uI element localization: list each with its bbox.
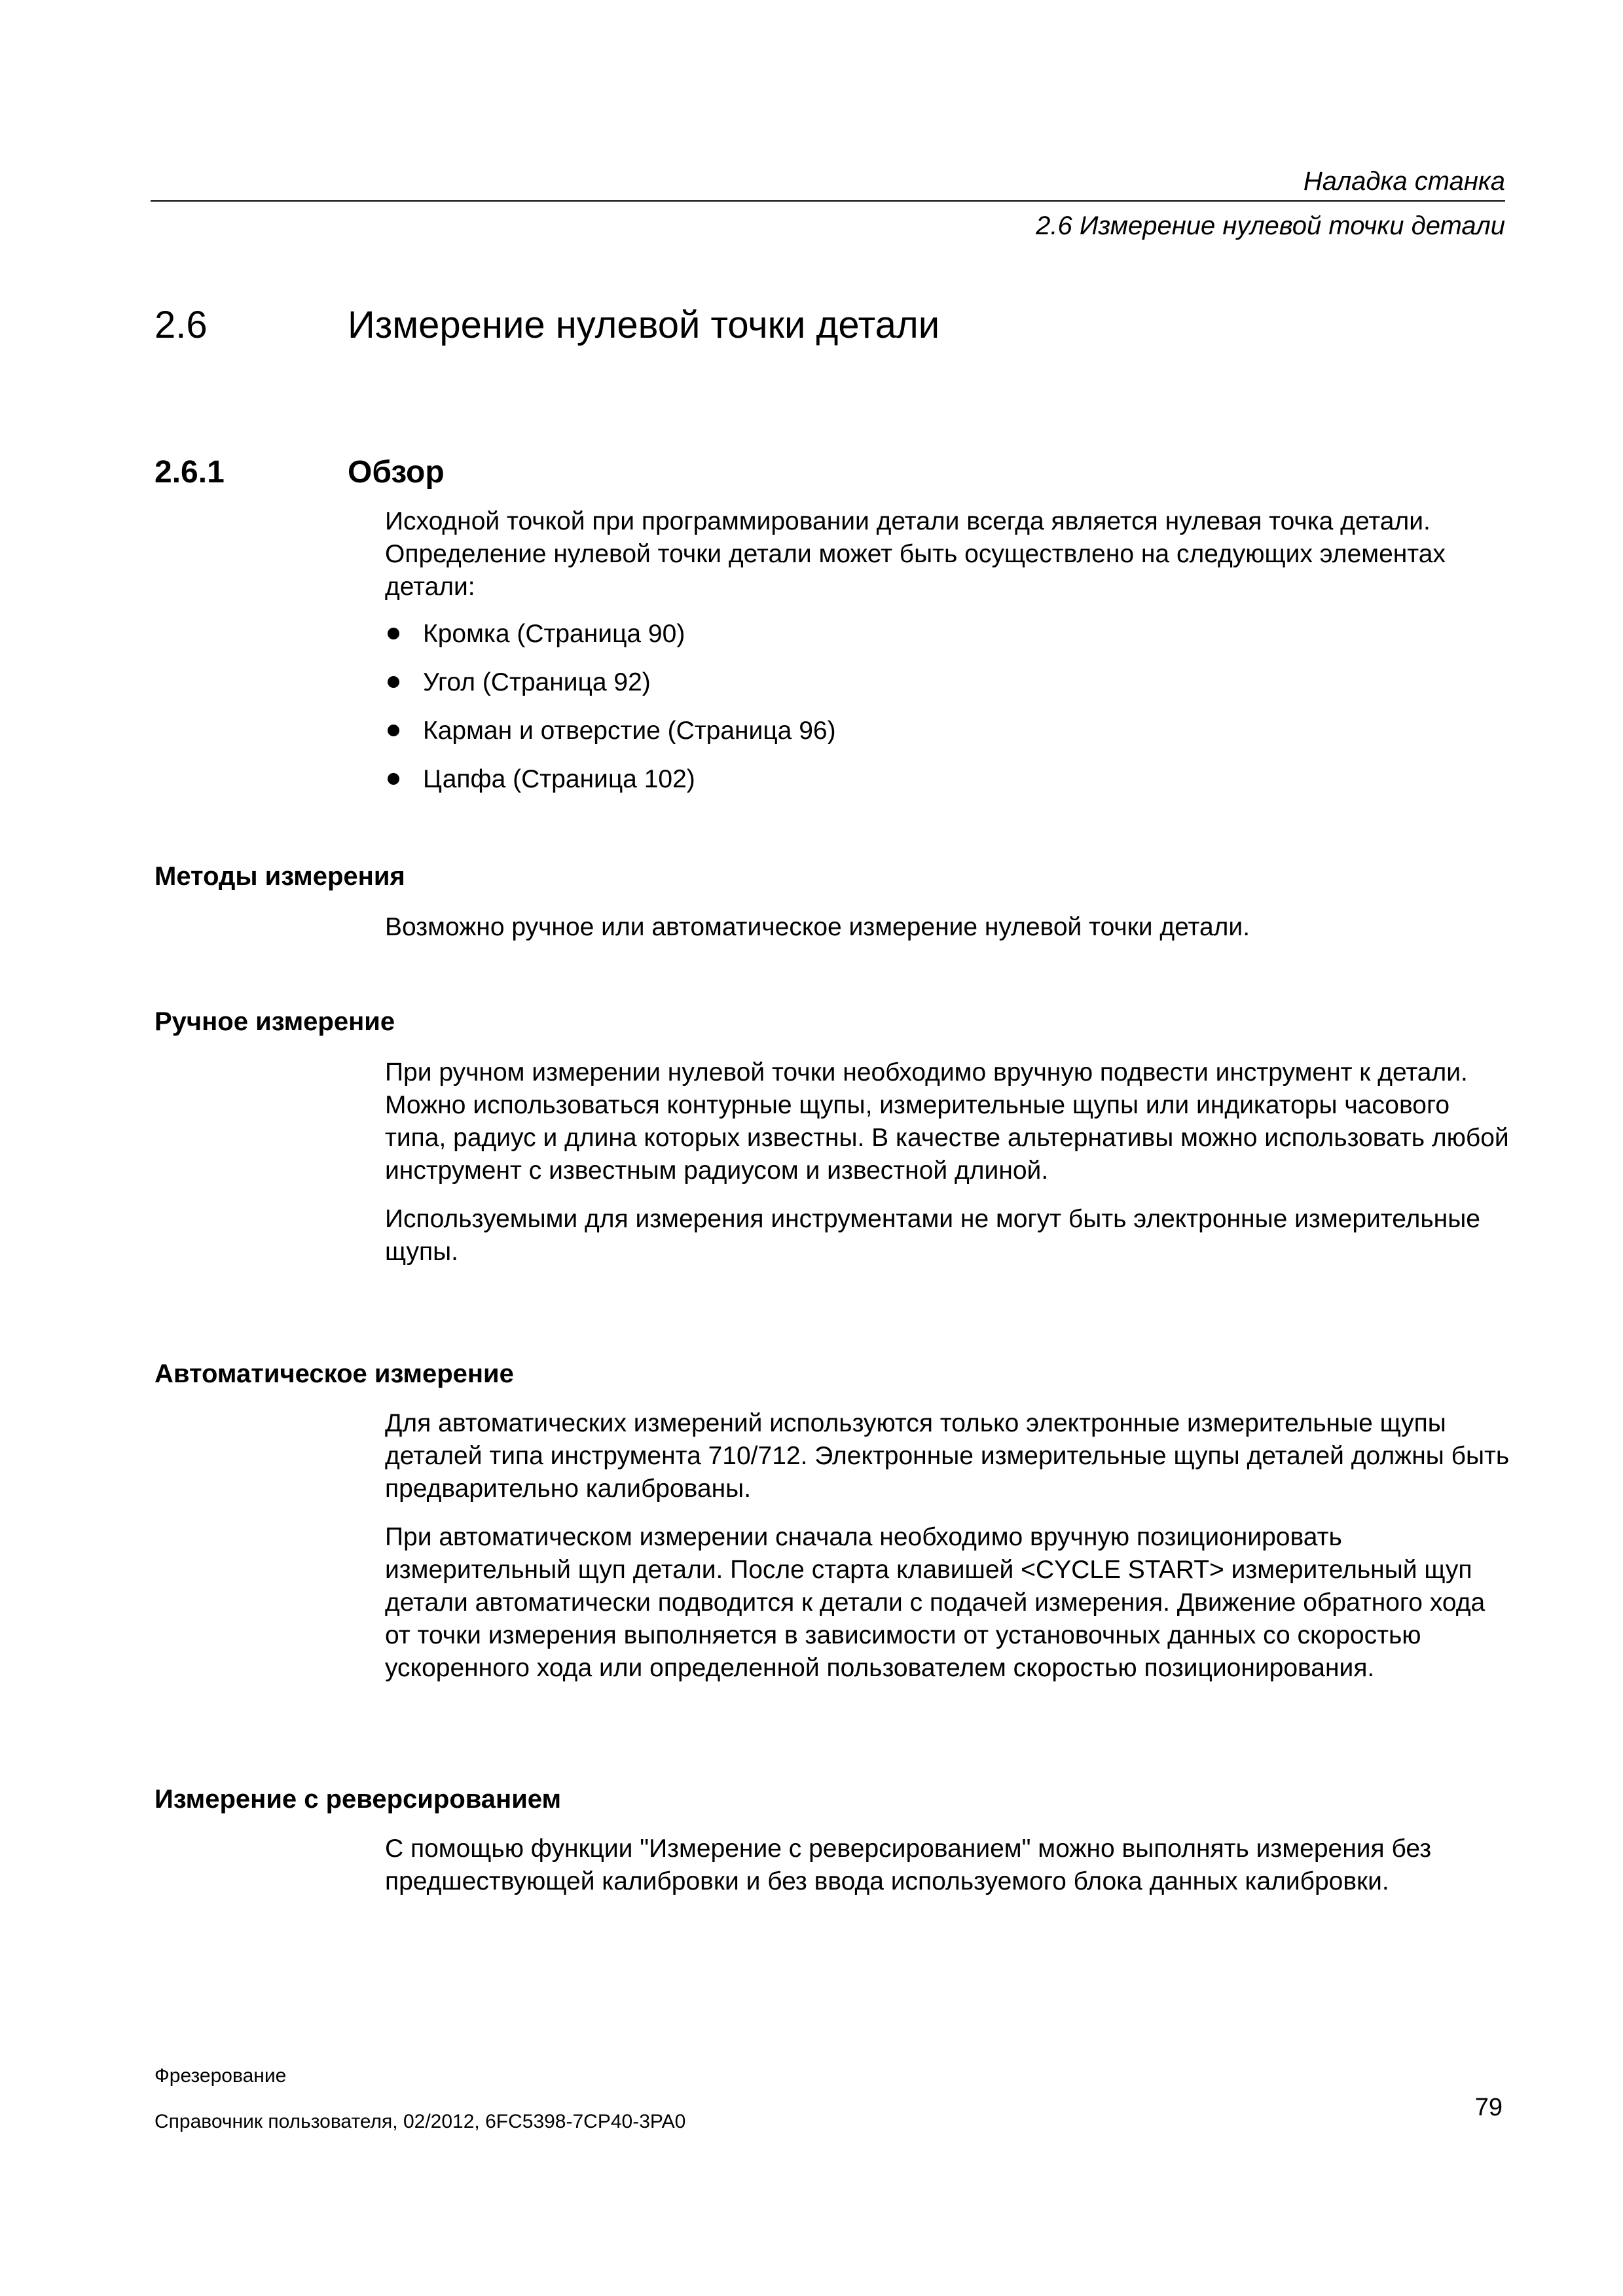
- list-item: [385, 715, 1432, 763]
- bullet-icon: [388, 676, 399, 688]
- automatic-paragraph-1: Для автоматических измерений используются только электронные измерительные щупы деталей типа инструмента 710/712. Электронные измерительные щупы деталей должны быть предварительно калиброваны.: [385, 1409, 1510, 1503]
- reversal-text: С помощью функции "Измерение с реверсированием" можно выполнять измерения без предшествующей калибровки и без ввода используемого блока данных калибровки.: [385, 1835, 1432, 1895]
- subsection-heading: [155, 453, 445, 492]
- list-item-text: Угол (Страница 92): [423, 668, 651, 696]
- list-item-text: Цапфа (Страница 102): [423, 765, 695, 793]
- bullet-icon: [388, 725, 399, 736]
- bullet-icon: [388, 773, 399, 785]
- section-number: 2.6: [155, 304, 208, 346]
- section-heading: [155, 302, 939, 348]
- footer-product: Фрезерование: [155, 2065, 287, 2087]
- page-footer: [155, 2063, 685, 2135]
- subsection-title: Обзор: [348, 455, 445, 490]
- page-number: 79: [1474, 2094, 1503, 2121]
- reversal-heading: Измерение с реверсированием: [155, 1785, 562, 1814]
- automatic-heading: Автоматическое измерение: [155, 1359, 514, 1388]
- list-item-text: Карман и отверстие (Страница 96): [423, 717, 836, 745]
- automatic-block: [385, 1407, 1511, 1685]
- methods-heading: Методы измерения: [155, 862, 405, 891]
- methods-block: [385, 911, 1511, 944]
- overview-intro-block: [385, 505, 1511, 603]
- manual-paragraph-2: Используемыми для измерения инструментами не могут быть электронные измерительные щупы.: [385, 1205, 1480, 1266]
- overview-list: [385, 618, 1432, 812]
- footer-document-info: Справочник пользователя, 02/2012, 6FC5398-7CP40-3PA0: [155, 2111, 686, 2132]
- bullet-icon: [388, 628, 399, 639]
- automatic-paragraph-2: При автоматическом измерении сначала необходимо вручную позиционировать измерительный щуп детали. После старта клавишей <CYCLE START> измерительный щуп детали автоматически подводится к детали с подачей измерения. Движение обратного хода от точки измерения выполняется в зависимости от установочных данных со скоростью ускоренного хода или определенной пользователем скоростью позиционирования.: [385, 1523, 1486, 1682]
- manual-heading: Ручное измерение: [155, 1007, 395, 1036]
- manual-block: [385, 1056, 1511, 1268]
- list-item: [385, 666, 1432, 715]
- manual-paragraph-1: При ручном измерении нулевой точки необходимо вручную подвести инструмент к детали. Можно использоваться контурные щупы, измерительные щупы или индикаторы часового типа, радиус и длина которых известны. В качестве альтернативы можно использовать любой инструмент с известным радиусом и известной длиной.: [385, 1058, 1509, 1185]
- running-header-chapter: Наладка станка: [1303, 167, 1505, 196]
- overview-intro: Исходной точкой при программировании детали всегда является нулевая точка детали. Определение нулевой точки детали может быть осуществлено на следующих элементах детали:: [385, 507, 1446, 601]
- list-item: [385, 763, 1432, 812]
- section-title: Измерение нулевой точки детали: [348, 304, 940, 346]
- methods-text: Возможно ручное или автоматическое измерение нулевой точки детали.: [385, 913, 1250, 941]
- list-item-text: Кромка (Страница 90): [423, 620, 685, 648]
- list-item: [385, 618, 1432, 666]
- running-header-section: 2.6 Измерение нулевой точки детали: [1036, 211, 1505, 240]
- header-rule: [151, 200, 1505, 202]
- reversal-block: [385, 1833, 1511, 1898]
- running-header: [1036, 164, 1505, 243]
- subsection-number: 2.6.1: [155, 455, 225, 490]
